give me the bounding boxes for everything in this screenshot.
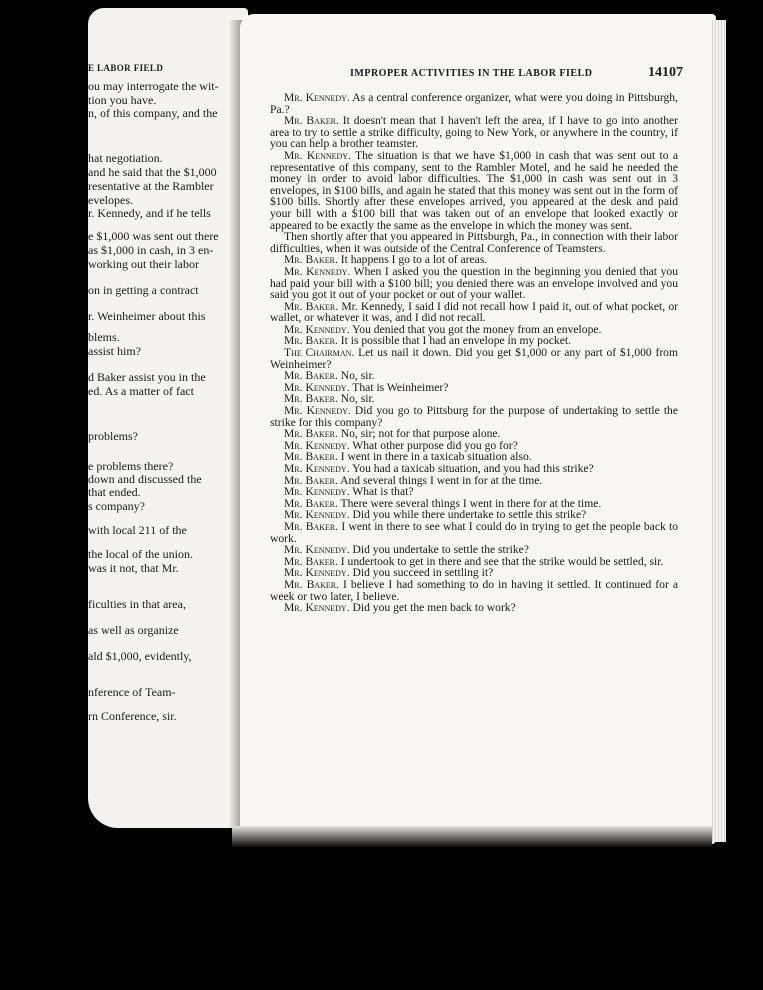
left-text-fragment: hat negotiation. [88,151,163,165]
left-text-fragment: e $1,000 was sent out there [88,229,219,243]
left-text-fragment: down and discussed the [88,472,202,486]
paragraph-text: It is possible that I had an envelope in my pocket. [337,334,571,348]
paragraph-text: What other purpose did you go for? [349,438,518,452]
left-text-fragment: d Baker assist you in the [88,370,206,384]
left-running-head: E LABOR FIELD [88,63,164,73]
speaker-name: Mr. Baker. [284,577,339,591]
paragraph-text: No, sir. [337,392,375,406]
transcript-paragraph [270,602,678,614]
left-text-fragment: working out their labor [88,257,199,271]
left-text-fragment: problems? [88,429,138,443]
left-text-fragment: r. Weinheimer about this [88,309,206,323]
paragraph-text: Did you get the men back to work? [349,601,516,615]
speaker-name: Mr. Baker. [284,496,338,510]
speaker-name: Mr. Baker. [284,253,338,267]
left-text-fragment: nference of Team- [88,685,176,699]
speaker-name: Mr. Kennedy. [284,438,350,452]
speaker-name: Mr. Kennedy. [284,601,350,615]
left-text-fragment: ed. As a matter of fact [88,384,194,398]
paragraph-text: That is Weinheimer? [349,380,449,394]
speaker-name: Mr. Kennedy. [284,508,350,522]
paragraph-text: Let us nail it down. Did you get $1,000 or any part of $1,000 from Weinheimer? [270,346,678,371]
left-text-fragment: on in getting a contract [88,283,199,297]
paragraph-text: I went in there to see what I could do in trying to get the people back to work. [270,519,678,545]
paragraph-text: Then shortly after that you appeared in Pittsburgh, Pa., in connection with their labor difficulties, when it was outside of the Central Conference of Teamsters. [270,230,678,255]
left-text-fragment: as well as organize [88,623,179,637]
paragraph-text: When I asked you the question in the beginning you denied that you had paid your bill with a $100 bill; you denied there was an envelope involved and you said you got it out of your pocket or out of your wallet. [270,264,678,302]
speaker-name: Mr. Kennedy. [284,91,350,104]
transcript-body [270,92,678,614]
running-head: IMPROPER ACTIVITIES IN THE LABOR FIELD [350,68,593,79]
speaker-name: Mr. Kennedy. [284,264,351,278]
left-text-fragment: with local 211 of the [88,523,187,537]
left-text-fragment: that ended. [88,485,141,499]
left-text-fragment: resentative at the Rambler [88,179,214,193]
speaker-name: Mr. Baker. [284,334,338,348]
paragraph-text: It doesn't mean that I haven't left the area, if I have to go into another area to try to settle a strike difficulty, going to New York, or anywhere in the country, if you can help a brother teamster. [270,114,678,151]
speaker-name: Mr. Kennedy. [284,485,350,499]
transcript-paragraph [270,231,678,254]
speaker-name: Mr. Baker. [284,519,339,533]
left-text-fragment: ou may interrogate the wit- [88,79,219,93]
left-text-fragment: tion you have. [88,93,157,107]
speaker-name: Mr. Kennedy. [284,148,351,162]
speaker-name: Mr. Baker. [284,299,339,313]
transcript-paragraph [270,405,678,428]
left-text-fragment: r. Kennedy, and if he tells [88,206,211,220]
speaker-name: Mr. Kennedy. [284,566,350,580]
paragraph-text: I believe I had something to do in having it settled. It continued for a week or two later, I believe. [270,577,678,603]
transcript-paragraph [270,579,678,602]
transcript-paragraph [270,301,678,324]
left-text-fragment: evelopes. [88,193,133,207]
paragraph-text: I undertook to get in there and see that the strike would be settled, sir. [337,554,664,568]
transcript-paragraph [270,115,678,150]
paragraph-text: And several things I went in for at the time. [337,473,543,487]
paragraph-text: No, sir. [337,369,375,383]
left-text-fragment: s company? [88,499,145,513]
speaker-name: Mr. Kennedy. [284,404,351,418]
speaker-name: Mr. Baker. [284,554,338,568]
paragraph-text: Mr. Kennedy, I said I did not recall how I paid it, out of what pocket, or wallet, or whatever it was, and I did not recall. [270,299,678,325]
paragraph-text: You denied that you got the money from an envelope. [349,322,602,336]
left-text-fragment: was it not, that Mr. [88,561,179,575]
left-text-fragment: as $1,000 in cash, in 3 en- [88,243,214,257]
left-text-fragment: ald $1,000, evidently, [88,649,192,663]
left-text-fragment: assist him? [88,344,141,358]
paragraph-text: You had a taxicab situation, and you had this strike? [349,462,594,475]
transcript-paragraph [270,266,678,301]
speaker-name: Mr. Baker. [284,427,338,441]
paragraph-text: Did you undertake to settle the strike? [349,543,529,557]
left-text-fragment: blems. [88,330,120,344]
left-text-fragment: rn Conference, sir. [88,709,177,723]
paragraph-text: What is that? [349,485,414,499]
transcript-paragraph [270,150,678,231]
paragraph-text: It happens I go to a lot of areas. [337,253,488,267]
page-shadow [232,826,712,848]
page-edge [712,20,726,842]
paragraph-text: No, sir; not for that purpose alone. [337,427,501,441]
speaker-name: Mr. Kennedy. [284,543,350,557]
speaker-name: The Chairman. [284,346,355,360]
paragraph-text: Did you succeed in settling it? [349,566,494,580]
page-number: 14107 [648,65,683,80]
speaker-name: Mr. Baker. [284,450,338,464]
left-text-fragment: n, of this company, and the [88,106,218,120]
speaker-name: Mr. Kennedy. [284,380,350,394]
speaker-name: Mr. Baker. [284,114,339,128]
paragraph-text: Did you go to Pittsburg for the purpose of undertaking to settle the strike for this company? [270,404,678,429]
paragraph-text: As a central conference organizer, what were you doing in Pittsburgh, Pa.? [270,91,678,116]
speaker-name: Mr. Baker. [284,473,338,487]
paragraph-text: I went in there in a taxicab situation also. [337,450,532,464]
right-page [240,14,716,844]
paragraph-text: There were several things I went in there for at the time. [337,496,602,510]
paragraph-text: Did you while there undertake to settle this strike? [349,508,587,522]
transcript-paragraph [270,347,678,370]
left-page [88,8,248,828]
paragraph-text: The situation is that we have $1,000 in cash that was sent out to a representative of this company, sent to the Rambler Motel, and he said he needed the money in order to avoid labor difficulties. The $1,000 in cash was sent out in 3 envelopes, in $100 bills, and again he stated that this money was sent out in the form of $100 bills. Shortly after these envelopes arrived, you appeared at the desk and paid your bill with a $100 bill that was taken out of an envelope that looked exactly or appeared to be exactly the same as the envelope in which the money was sent. [270,148,678,232]
left-text-fragment: and he said that the $1,000 [88,165,217,179]
left-text-fragment: the local of the union. [88,547,193,561]
transcript-paragraph [270,521,678,544]
speaker-name: Mr. Baker. [284,392,338,406]
transcript-paragraph [270,92,678,115]
left-text-fragment: e problems there? [88,459,174,473]
speaker-name: Mr. Kennedy. [284,462,350,475]
speaker-name: Mr. Baker. [284,369,338,383]
left-text-fragment: ficulties in that area, [88,597,186,611]
speaker-name: Mr. Kennedy. [284,322,350,336]
